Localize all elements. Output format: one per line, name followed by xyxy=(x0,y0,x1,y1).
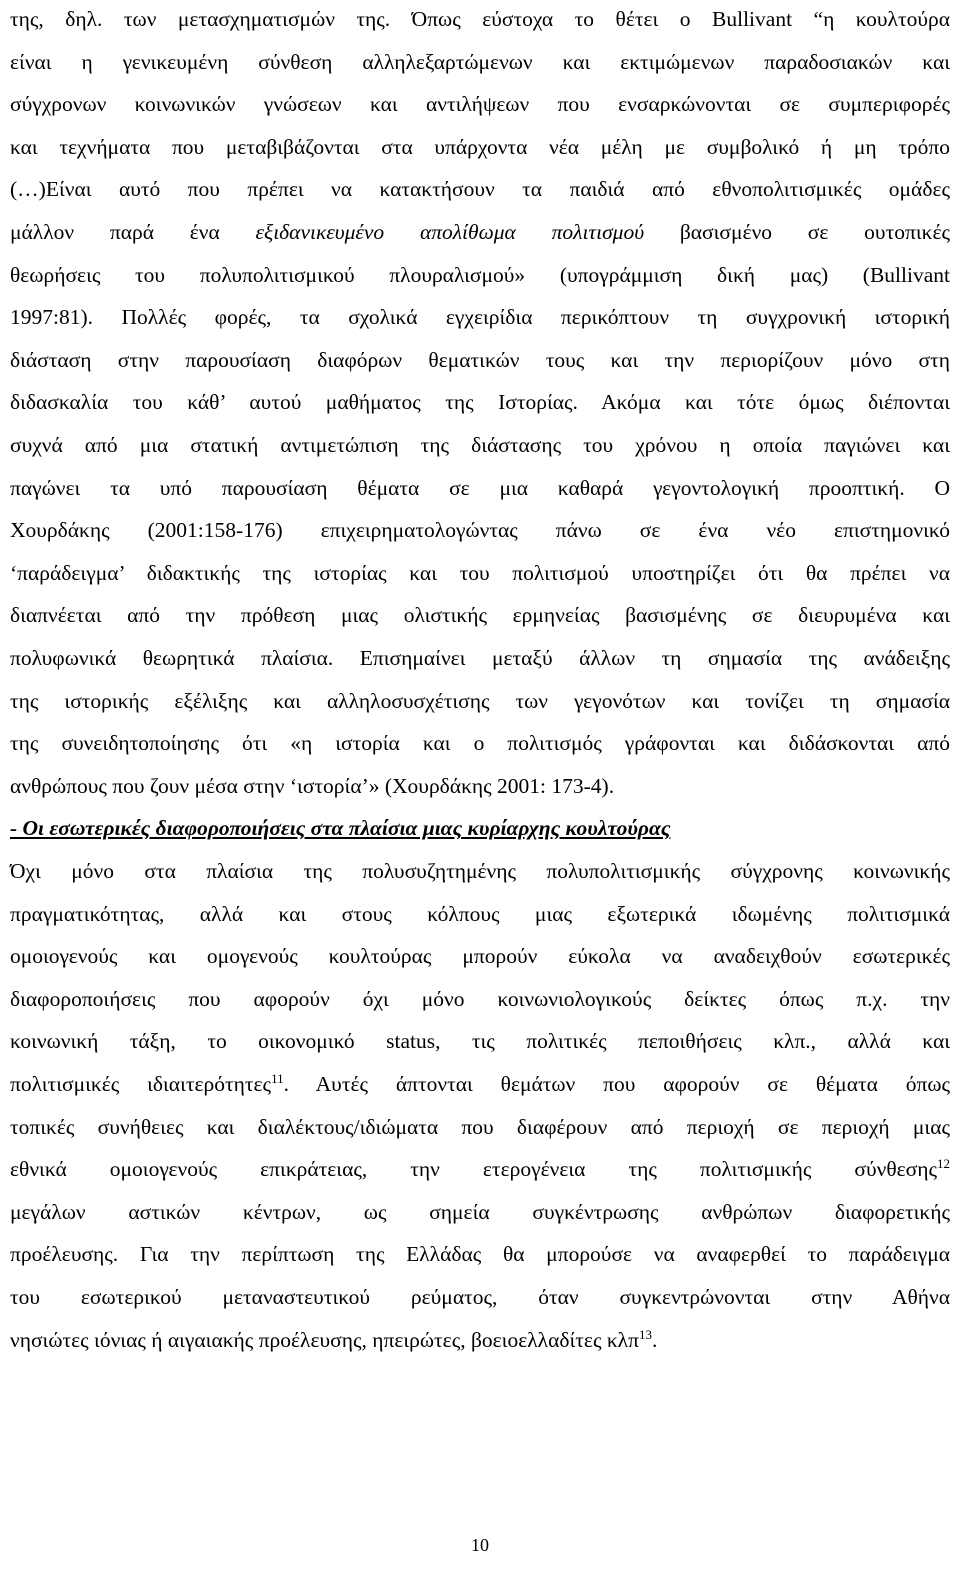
text-line: της ιστορικής εξέλιξης και αλληλοσυσχέτισης των γεγονότων και τονίζει τη σημασία xyxy=(10,688,950,713)
text-line: της, δηλ. των μετασχηματισμών της. Όπως εύστοχα το θέτει ο Bullivant “η κουλτούρα xyxy=(10,7,950,31)
text-line: της συνειδητοποίησης ότι «η ιστορία και ο πολιτισμός γράφονται και διδάσκονται από xyxy=(10,731,950,756)
page-number: 10 xyxy=(471,1535,489,1555)
text-segment: πολιτισμικές ιδιαιτερότητες xyxy=(10,1072,272,1096)
text-line: παγώνει τα υπό παρουσίαση θέματα σε μια καθαρά γεγοντολογική προοπτική. Ο xyxy=(10,475,950,500)
text-line: ανθρώπους που ζουν μέσα στην ‘ιστορία’» (Χουρδάκης 2001: 173-4). xyxy=(10,773,615,798)
italic-phrase: εξιδανικευμένο απολίθωμα πολιτισμού xyxy=(255,220,645,244)
text-segment: νησιώτες ιόνιας ή αιγαιακής προέλευσης, ηπειρώτες, βοειοελλαδίτες κλπ xyxy=(10,1327,639,1352)
text-line: μεγάλων αστικών κέντρων, ως σημεία συγκέντρωσης ανθρώπων διαφορετικής xyxy=(10,1199,950,1224)
text-line: τοπικές συνήθειες και διαλέκτους/ιδιώματα που διαφέρουν από περιοχή σε περιοχή μιας xyxy=(10,1114,950,1139)
text-segment: βασισμένο σε ουτοπικές xyxy=(644,220,950,244)
text-line: σύγχρονων κοινωνικών γνώσεων και αντιλήψεων που ενσαρκώνονται σε συμπεριφορές xyxy=(10,92,950,117)
text-line: 1997:81). Πολλές φορές, τα σχολικά εγχειρίδια περικόπτουν τη συγχρονική ιστορική xyxy=(10,305,950,330)
text-line: Όχι μόνο στα πλαίσια της πολυσυζητημένης πολυπολιτισμικής σύγχρονης κοινωνικής xyxy=(10,859,950,883)
text-segment: . xyxy=(651,1327,658,1352)
text-line: συχνά από μια στατική αντιμετώπιση της διάστασης του χρόνου η οποία παγιώνει και xyxy=(10,433,950,457)
text-line: πραγματικότητας, αλλά και στους κόλπους μιας εξωτερικά ιδωμένης πολιτισμικά xyxy=(10,901,950,926)
text-line: (…)Είναι αυτό που πρέπει να κατακτήσουν τα παιδιά από εθνοπολιτισμικές ομάδες xyxy=(10,177,950,202)
text-line: του εσωτερικού μεταναστευτικού ρεύματος, όταν συγκεντρώνονται στην Αθήνα xyxy=(10,1285,950,1309)
text-line: και τεχνήματα που μεταβιβάζονται στα υπάρχοντα νέα μέλη με συμβολικό ή μη τρόπο xyxy=(10,134,950,159)
text-line xyxy=(10,217,950,247)
text-line: θεωρήσεις του πολυπολιτισμικού πλουραλισμού» (υπογράμμιση δική μας) (Bullivant xyxy=(10,262,950,287)
footnote-reference[interactable]: 12 xyxy=(937,1156,950,1172)
text-line: είναι η γενικευμένη σύνθεση αλληλεξαρτώμενων και εκτιμώμενων παραδοσιακών και xyxy=(10,49,950,74)
footnote-reference[interactable]: 13 xyxy=(638,1326,652,1342)
text-line: κοινωνική τάξη, το οικονομικό status, τις πολιτικές πεποιθήσεις κλπ., αλλά και xyxy=(10,1029,950,1054)
text-line: προέλευσης. Για την περίπτωση της Ελλάδας θα μπορούσε να αναφερθεί το παράδειγμα xyxy=(10,1242,950,1267)
text-line: ομοιογενούς και ομογενούς κουλτούρας μπορούν εύκολα να αναδειχθούν εσωτερικές xyxy=(10,944,950,969)
text-line xyxy=(10,1325,950,1355)
text-line: διαπνέεται από την πρόθεση μιας ολιστικής ερμηνείας βασισμένης σε διευρυμένα και xyxy=(10,603,950,628)
text-line: ‘παράδειγμα’ διδακτικής της ιστορίας και του πολιτισμού υποστηρίζει ότι θα πρέπει να xyxy=(10,560,950,585)
text-line: Χουρδάκης (2001:158-176) επιχειρηματολογώντας πάνω σε ένα νέο επιστημονικό xyxy=(10,518,950,543)
text-line xyxy=(10,1154,950,1184)
text-line: διαφοροποιήσεις που αφορούν όχι μόνο κοινωνιολογικούς δείκτες όπως π.χ. την xyxy=(10,986,950,1011)
text-segment: . Αυτές άπτονται θεμάτων που αφορούν σε θέματα όπως xyxy=(283,1072,950,1096)
footnote-reference[interactable]: 11 xyxy=(271,1070,284,1086)
text-segment: μάλλον παρά ένα xyxy=(10,220,256,244)
text-segment: εθνικά ομοιογενούς επικράτειας, την ετερογένεια της πολιτισμικής σύνθεσης xyxy=(10,1157,937,1182)
text-line: διδασκαλία του κάθ’ αυτού μαθήματος της Ιστορίας. Ακόμα και τότε όμως διέπονται xyxy=(10,390,950,415)
text-line xyxy=(10,1069,950,1099)
text-line: διάσταση στην παρουσίαση διαφόρων θεματικών τους και την περιορίζουν μόνο στη xyxy=(10,347,950,372)
section-heading: - Οι εσωτερικές διαφοροποιήσεις στα πλαίσια μιας κυρίαρχης κουλτούρας xyxy=(10,816,671,841)
text-line: πολυφωνικά θεωρητικά πλαίσια. Επισημαίνει μεταξύ άλλων τη σημασία της ανάδειξης xyxy=(10,646,950,670)
